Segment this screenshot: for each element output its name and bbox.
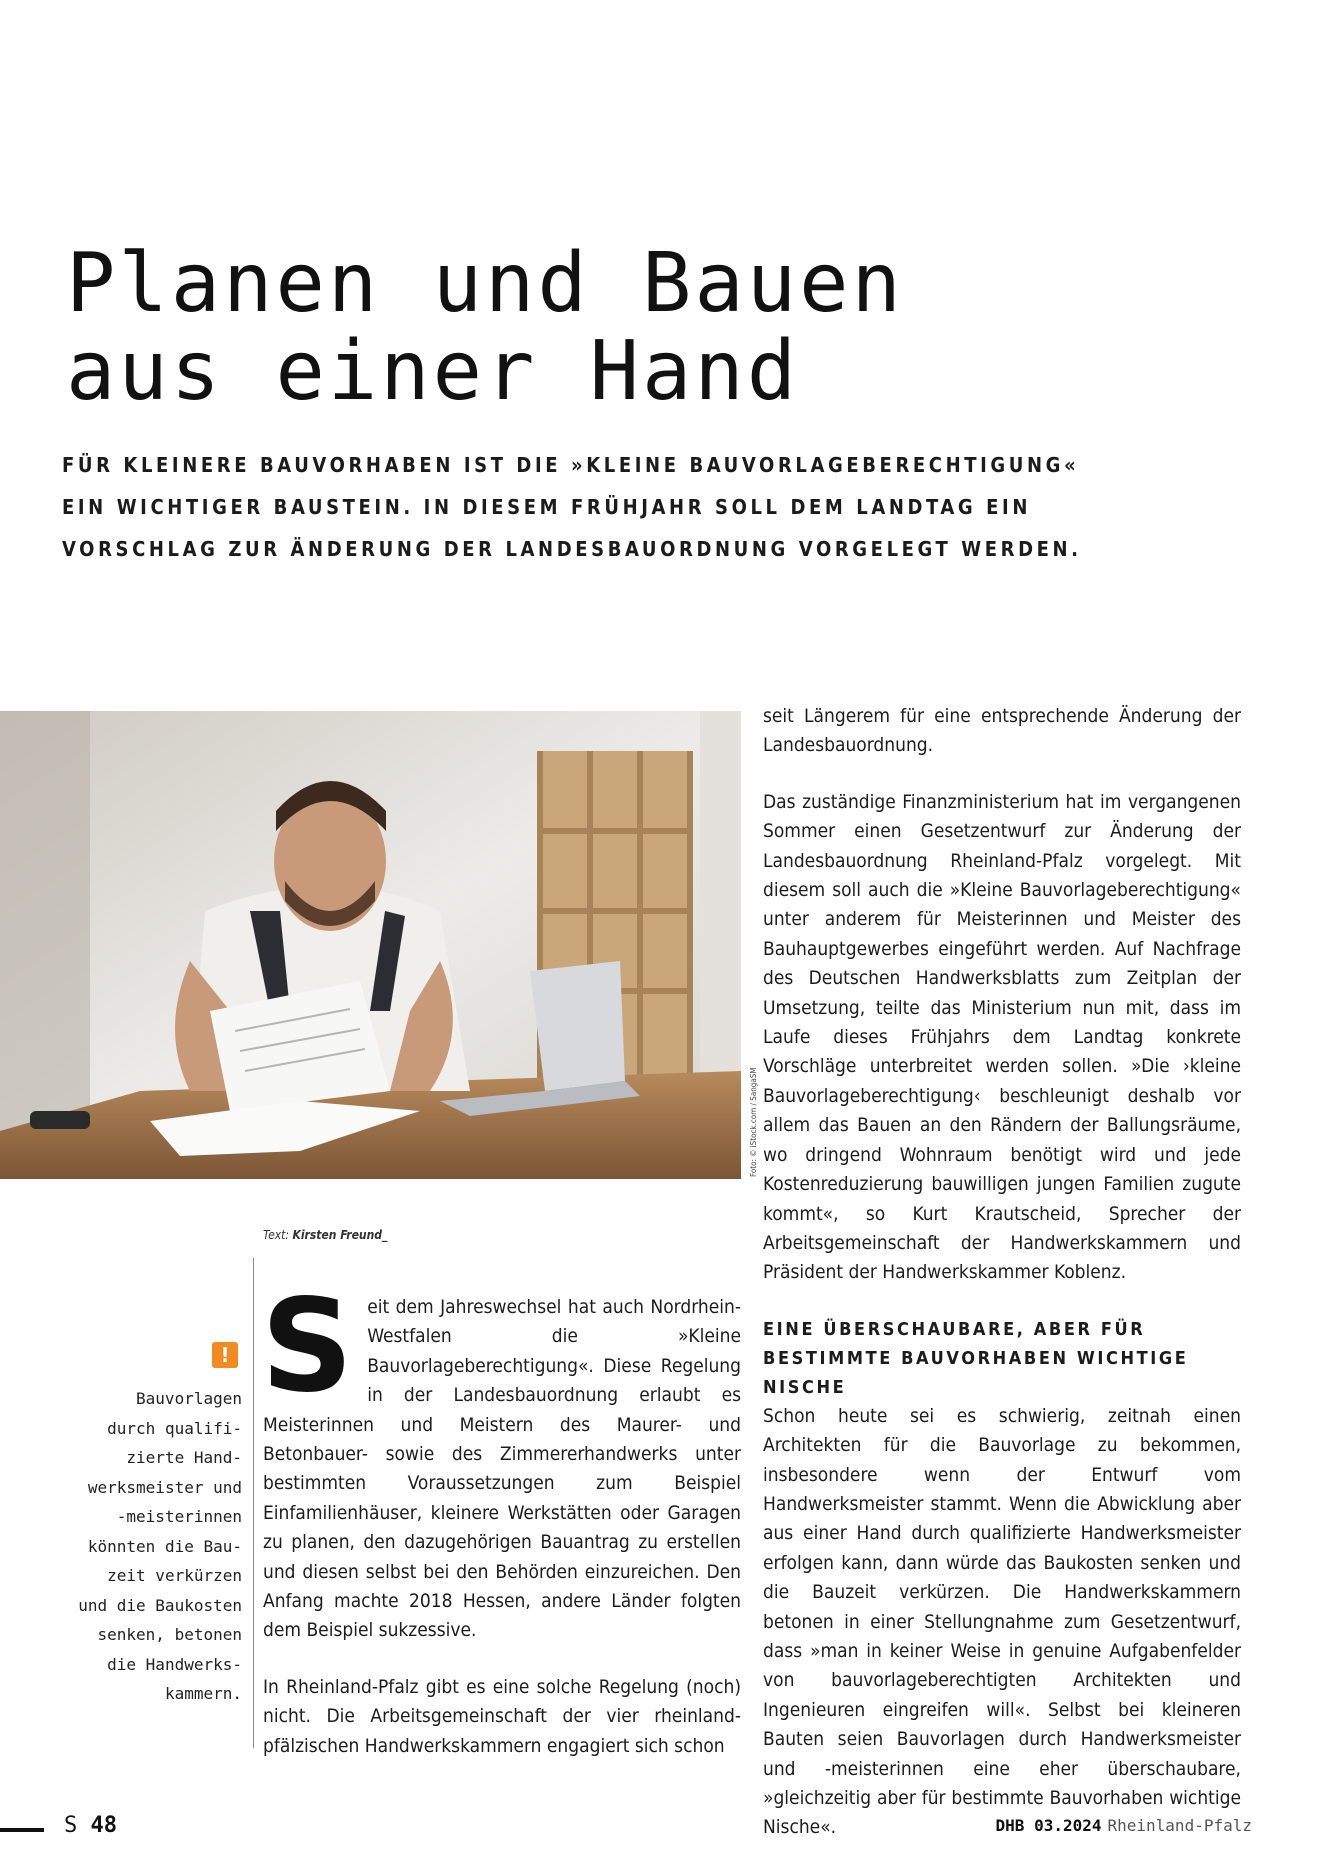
- footer-rule: [0, 1828, 44, 1832]
- issue-info: [996, 1816, 1252, 1835]
- pull-quote-line: -meisterinnen: [116, 1507, 242, 1526]
- pull-quote: [46, 1384, 242, 1709]
- paragraph-text: eit dem Jahreswechsel hat auch Nordrhein-Westfalen die »Kleine Bauvorlageberechtigung«. Diese Regelung in der Landesbauordnung erlaubt es Meisterinnen und Meistern des Maurer- und Betonbauer- sowie des Zimmererhandwerks unter bestimmten Voraussetzungen zum Beispiel Einfamilienhäuser, kleinere Werkstätten oder Garagen zu planen, den dazugehörigen Bauantrag zu erstellen und diesen selbst bei den Behörden einzureichen. Den Anfang machte 2018 Hessen, andere Länder folgten dem Beispiel sukzessive.: [263, 1296, 741, 1642]
- body-paragraph-3: Das zuständige Finanzministerium hat im vergangenen Sommer einen Gesetzentwurf zur Änderung der Landesbauordnung Rheinland-Pfalz vorgelegt. Mit diesem soll auch die »Kleine Bauvorlageberechtigung« unter anderem für Meisterinnen und Meister des Bauhauptgewerbes eingeführt werden. Auf Nachfrage des Deutschen Handwerksblatts zum Zeitplan der Umsetzung, teilte das Ministerium nun mit, dass im Laufe dieses Frühjahrs dem Landtag konkrete Vorschläge unterbreitet werden sollen. »Die ›kleine Bauvorlageberechtigung‹ beschleunigt deshalb vor allem das Bauen an den Rändern der Ballungsräume, wo dringend Wohnraum benötigt wird und jede Kostenreduzierung bauwilligen jungen Familien zugute kommt«, so Kurt Krautscheid, Sprecher der Arbeitsgemeinschaft der Handwerkskammern und Präsident der Handwerkskammer Koblenz.: [763, 790, 1241, 1284]
- title-line-2: aus einer Hand: [66, 324, 800, 419]
- column-divider: [253, 1258, 254, 1748]
- pull-quote-line: zierte Hand-: [126, 1448, 242, 1467]
- byline: [263, 1228, 387, 1242]
- pull-quote-line: könnten die Bau-: [87, 1536, 242, 1556]
- byline-prefix: Text:: [263, 1228, 290, 1242]
- pull-quote-line: und die Baukosten: [78, 1595, 242, 1615]
- photo-credit: Foto: © iStock.com / SangaSM: [749, 1067, 758, 1177]
- page-prefix: S: [64, 1813, 78, 1838]
- alert-icon: !: [212, 1342, 238, 1368]
- issue-label: DHB 03.2024: [995, 1816, 1102, 1835]
- pull-quote-line: zeit verkürzen: [107, 1566, 242, 1585]
- lead-paragraph: FÜR KLEINERE BAUVORHABEN IST DIE »KLEINE BAUVORLAGEBERECHTIGUNG« EIN WICHTIGER BAUSTEIN. IN DIESEM FRÜHJAHR SOLL DEM LANDTAG EIN VORSCHLAG ZUR ÄNDERUNG DER LANDESBAUORDNUNG VORGELEGT WERDEN.: [62, 453, 1082, 561]
- body-paragraph-1: [261, 1272, 741, 1646]
- article-photo: [0, 711, 741, 1179]
- byline-author: Kirsten Freund_: [292, 1228, 388, 1242]
- title-line-1: Planen und Bauen: [66, 236, 904, 331]
- pull-quote-line: die Handwerks-: [107, 1654, 242, 1674]
- drop-cap: S: [261, 1272, 354, 1421]
- page-number-value: 48: [90, 1813, 117, 1838]
- pull-quote-line: kammern.: [164, 1684, 242, 1703]
- body-paragraph-2-continued: seit Längerem für eine entsprechende Änderung der Landesbauordnung.: [763, 705, 1241, 757]
- pull-quote-line: durch qualifi-: [107, 1418, 242, 1438]
- body-column-left: [261, 1272, 741, 1788]
- page-number: [64, 1813, 117, 1838]
- section-subheading: EINE ÜBERSCHAUBARE, ABER FÜR BESTIMMTE BAUVORHABEN WICHTIGE NISCHE: [763, 1318, 1189, 1398]
- pull-quote-line: Bauvorlagen: [136, 1389, 242, 1408]
- pull-quote-line: werksmeister und: [87, 1477, 242, 1497]
- article-title: [66, 236, 904, 419]
- body-paragraph-2: In Rheinland-Pfalz gibt es eine solche Regelung (noch) nicht. Die Arbeitsgemeinschaft der vier rheinland-pfälzischen Handwerkskammern engagiert sich schon: [263, 1675, 741, 1757]
- body-column-right: [763, 702, 1241, 1870]
- region-label: Rheinland-Pfalz: [1107, 1816, 1252, 1835]
- body-paragraph-4: Schon heute sei es schwierig, zeitnah einen Architekten für die Bauvorlage zu bekommen, insbesondere wenn der Entwurf vom Handwerksmeister stammt. Wenn die Abwicklung aber aus einer Hand durch qualifizierte Handwerksmeister erfolgen kann, dann würde das Baukosten senken und die Bauzeit verkürzen. Die Handwerkskammern betonen in einer Stellungnahme zum Gesetzentwurf, dass »man in keiner Weise in genuine Aufgabenfelder von bauvorlageberechtigten Architekten und Ingenieuren eingreifen will«. Selbst bei kleineren Bauten seien Bauvorlagen durch Handwerksmeister und -meisterinnen eine eher überschaubare, »gleichzeitig aber für bestimmte Bauvorhaben wichtige Nische«.: [763, 1404, 1241, 1839]
- pull-quote-line: senken, betonen: [97, 1625, 242, 1644]
